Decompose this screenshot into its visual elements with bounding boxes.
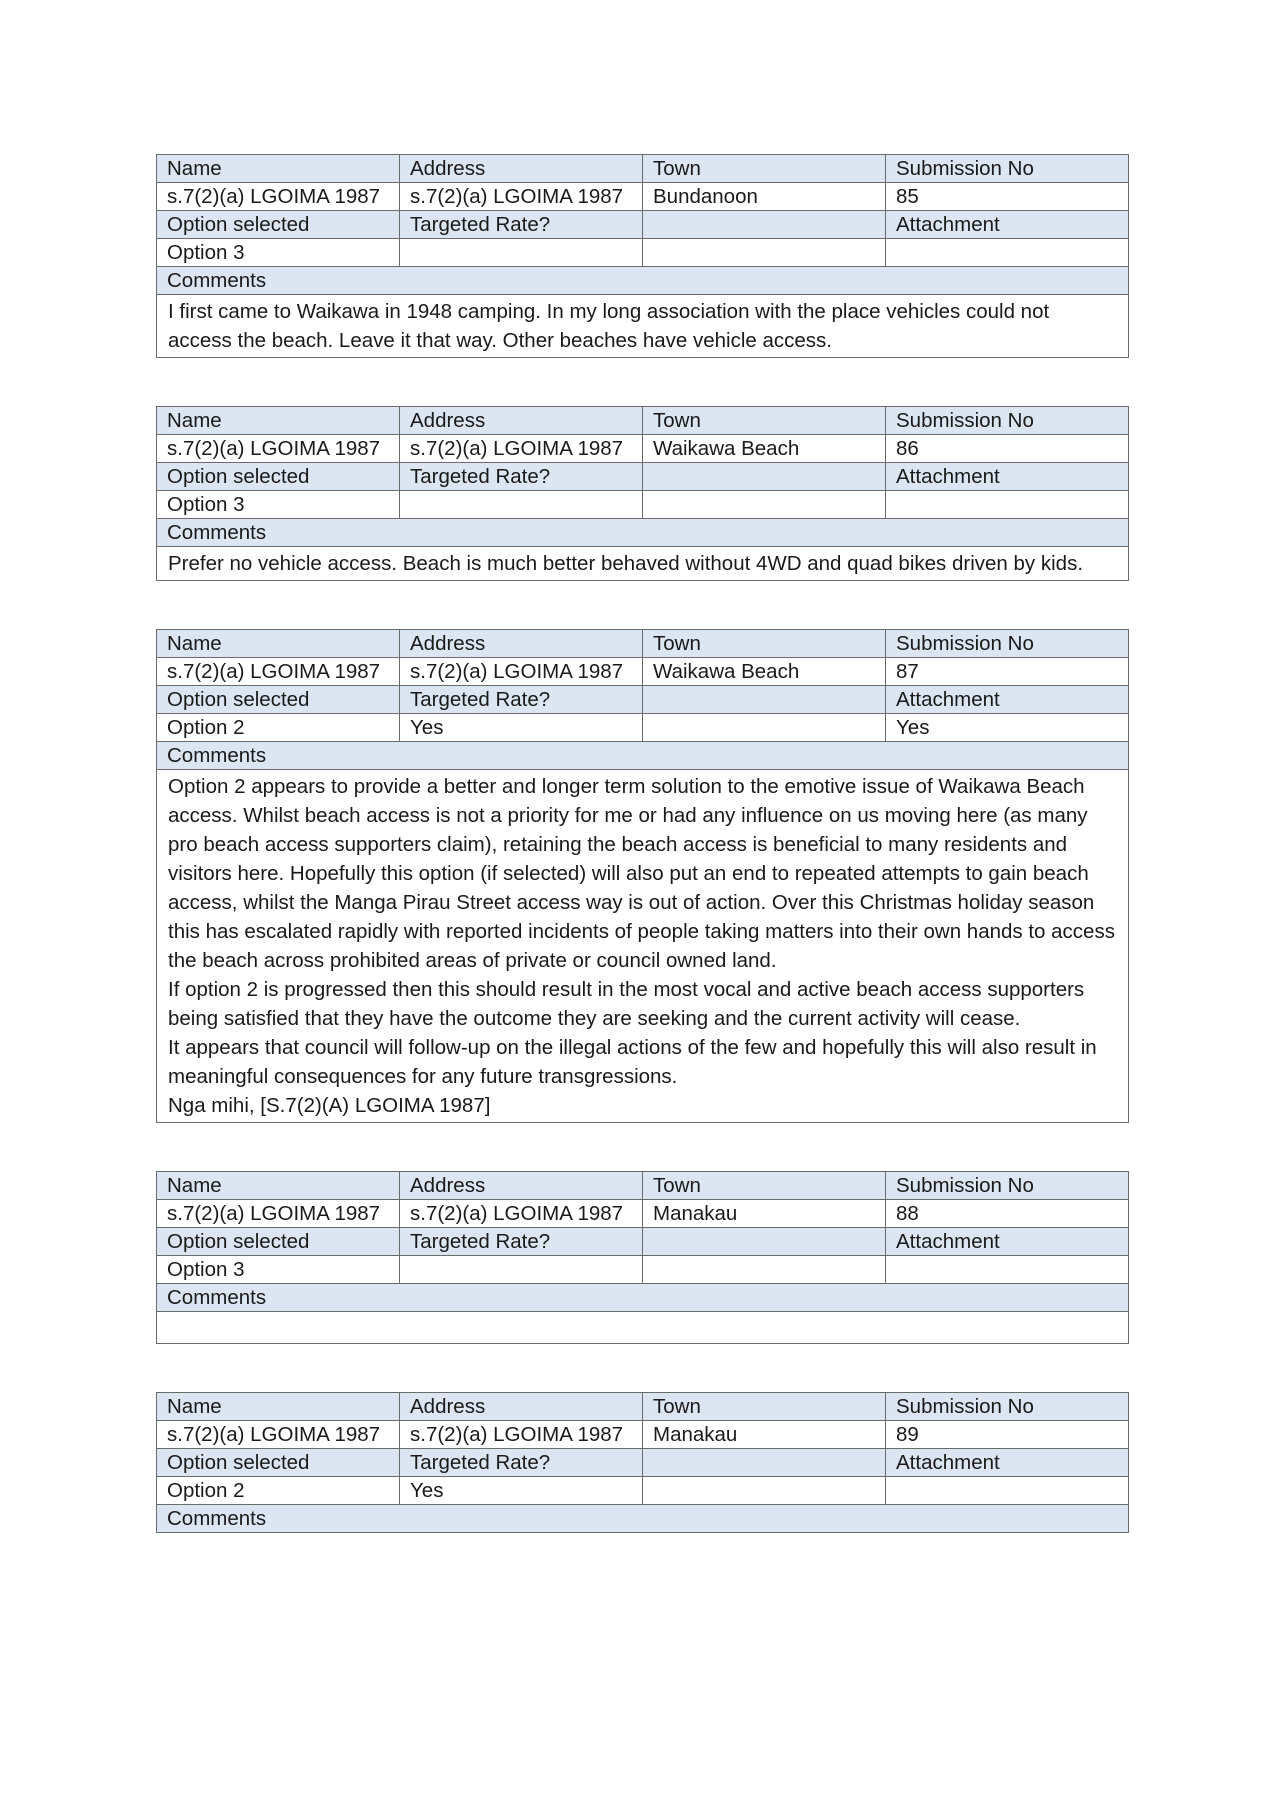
option-row (157, 491, 1129, 519)
comment-paragraph: Nga mihi, [S.7(2)(A) LGOIMA 1987] (168, 1094, 491, 1117)
address-label: Address (400, 1172, 643, 1200)
comments-label: Comments (157, 742, 1129, 770)
comments-header-row (157, 267, 1129, 295)
option-value: Option 2 (157, 714, 400, 742)
submission-table (156, 1392, 1129, 1533)
header-row (157, 1393, 1129, 1421)
name-value: s.7(2)(a) LGOIMA 1987 (157, 658, 400, 686)
comments-text (157, 547, 1129, 581)
comments-text (157, 295, 1129, 358)
option-selected-label: Option selected (157, 1449, 400, 1477)
option-value: Option 3 (157, 1256, 400, 1284)
address-value: s.7(2)(a) LGOIMA 1987 (400, 1421, 643, 1449)
name-label: Name (157, 407, 400, 435)
empty-cell (643, 1256, 886, 1284)
submission-no-label: Submission No (886, 1172, 1129, 1200)
details-row (157, 1421, 1129, 1449)
header-row (157, 630, 1129, 658)
submission-table (156, 1171, 1129, 1344)
attachment-label: Attachment (886, 211, 1129, 239)
name-value: s.7(2)(a) LGOIMA 1987 (157, 435, 400, 463)
name-label: Name (157, 630, 400, 658)
address-value: s.7(2)(a) LGOIMA 1987 (400, 658, 643, 686)
name-value: s.7(2)(a) LGOIMA 1987 (157, 1421, 400, 1449)
targeted-rate-value (400, 1256, 643, 1284)
option-header-row (157, 463, 1129, 491)
empty-cell (643, 1449, 886, 1477)
option-selected-label: Option selected (157, 211, 400, 239)
option-selected-label: Option selected (157, 686, 400, 714)
details-row (157, 658, 1129, 686)
town-label: Town (643, 407, 886, 435)
submission-no-value: 87 (886, 658, 1129, 686)
attachment-value (886, 1256, 1129, 1284)
town-label: Town (643, 1172, 886, 1200)
comments-label: Comments (157, 1505, 1129, 1533)
header-row (157, 155, 1129, 183)
submission-no-label: Submission No (886, 407, 1129, 435)
submission-no-value: 85 (886, 183, 1129, 211)
option-row (157, 1256, 1129, 1284)
comment-paragraph: I first came to Waikawa in 1948 camping. In my long association with the place vehicles could not access the beach. Leave it that way. Other beaches have vehicle access. (168, 300, 1050, 352)
name-label: Name (157, 1172, 400, 1200)
targeted-rate-value (400, 491, 643, 519)
empty-cell (643, 714, 886, 742)
town-label: Town (643, 155, 886, 183)
option-value: Option 3 (157, 491, 400, 519)
name-value: s.7(2)(a) LGOIMA 1987 (157, 1200, 400, 1228)
option-header-row (157, 1228, 1129, 1256)
comments-header-row (157, 1284, 1129, 1312)
details-row (157, 1200, 1129, 1228)
town-value: Bundanoon (643, 183, 886, 211)
option-value: Option 2 (157, 1477, 400, 1505)
town-value: Manakau (643, 1200, 886, 1228)
comments-row (157, 547, 1129, 581)
targeted-rate-label: Targeted Rate? (400, 211, 643, 239)
empty-cell (643, 211, 886, 239)
option-value: Option 3 (157, 239, 400, 267)
comments-header-row (157, 742, 1129, 770)
header-row (157, 1172, 1129, 1200)
comment-paragraph: If option 2 is progressed then this should result in the most vocal and active beach access supporters being satisfied that they have the outcome they are seeking and the current activity will cease. (168, 978, 1085, 1030)
submission-table (156, 154, 1129, 358)
attachment-label: Attachment (886, 463, 1129, 491)
address-label: Address (400, 155, 643, 183)
empty-cell (643, 239, 886, 267)
option-selected-label: Option selected (157, 463, 400, 491)
submission-table (156, 406, 1129, 581)
details-row (157, 183, 1129, 211)
empty-cell (643, 686, 886, 714)
targeted-rate-value: Yes (400, 714, 643, 742)
submission-no-value: 88 (886, 1200, 1129, 1228)
attachment-label: Attachment (886, 686, 1129, 714)
document-page (156, 154, 1128, 1581)
empty-cell (643, 463, 886, 491)
comments-text (157, 770, 1129, 1123)
comments-label: Comments (157, 519, 1129, 547)
comments-row (157, 1312, 1129, 1344)
empty-cell (643, 1477, 886, 1505)
targeted-rate-value: Yes (400, 1477, 643, 1505)
details-row (157, 435, 1129, 463)
option-header-row (157, 211, 1129, 239)
comment-paragraph: Option 2 appears to provide a better and longer term solution to the emotive issue of Waikawa Beach access. Whilst beach access is not a priority for me or had any influence on us moving here (as many pro beach access supporters claim), retaining the beach access is beneficial to many residents and visitors here. Hopefully this option (if selected) will also put an end to repeated attempts to gain beach access, whilst the Manga Pirau Street access way is out of action. Over this Christmas holiday season this has escalated rapidly with reported incidents of people taking matters into their own hands to access the beach across prohibited areas of private or council owned land. (168, 775, 1115, 972)
town-value: Waikawa Beach (643, 435, 886, 463)
name-value: s.7(2)(a) LGOIMA 1987 (157, 183, 400, 211)
option-row (157, 239, 1129, 267)
town-value: Waikawa Beach (643, 658, 886, 686)
attachment-value (886, 239, 1129, 267)
comments-row (157, 295, 1129, 358)
comment-paragraph: It appears that council will follow-up on the illegal actions of the few and hopefully this will also result in meaningful consequences for any future transgressions. (168, 1036, 1097, 1088)
submission-no-label: Submission No (886, 155, 1129, 183)
attachment-label: Attachment (886, 1449, 1129, 1477)
comment-paragraph: Prefer no vehicle access. Beach is much better behaved without 4WD and quad bikes driven by kids. (168, 552, 1084, 575)
town-value: Manakau (643, 1421, 886, 1449)
comments-label: Comments (157, 267, 1129, 295)
attachment-value (886, 491, 1129, 519)
targeted-rate-label: Targeted Rate? (400, 1449, 643, 1477)
option-header-row (157, 686, 1129, 714)
comments-row (157, 770, 1129, 1123)
address-label: Address (400, 630, 643, 658)
name-label: Name (157, 155, 400, 183)
submission-no-label: Submission No (886, 1393, 1129, 1421)
empty-cell (643, 1228, 886, 1256)
submission-no-label: Submission No (886, 630, 1129, 658)
empty-cell (643, 491, 886, 519)
comments-label: Comments (157, 1284, 1129, 1312)
attachment-label: Attachment (886, 1228, 1129, 1256)
comments-header-row (157, 1505, 1129, 1533)
targeted-rate-label: Targeted Rate? (400, 463, 643, 491)
option-header-row (157, 1449, 1129, 1477)
header-row (157, 407, 1129, 435)
town-label: Town (643, 1393, 886, 1421)
town-label: Town (643, 630, 886, 658)
submission-no-value: 86 (886, 435, 1129, 463)
option-row (157, 714, 1129, 742)
targeted-rate-label: Targeted Rate? (400, 686, 643, 714)
address-value: s.7(2)(a) LGOIMA 1987 (400, 183, 643, 211)
address-label: Address (400, 1393, 643, 1421)
targeted-rate-value (400, 239, 643, 267)
address-value: s.7(2)(a) LGOIMA 1987 (400, 1200, 643, 1228)
name-label: Name (157, 1393, 400, 1421)
submission-no-value: 89 (886, 1421, 1129, 1449)
address-label: Address (400, 407, 643, 435)
submission-table (156, 629, 1129, 1123)
option-selected-label: Option selected (157, 1228, 400, 1256)
comments-header-row (157, 519, 1129, 547)
targeted-rate-label: Targeted Rate? (400, 1228, 643, 1256)
comments-text (157, 1312, 1129, 1344)
address-value: s.7(2)(a) LGOIMA 1987 (400, 435, 643, 463)
option-row (157, 1477, 1129, 1505)
attachment-value (886, 1477, 1129, 1505)
attachment-value: Yes (886, 714, 1129, 742)
